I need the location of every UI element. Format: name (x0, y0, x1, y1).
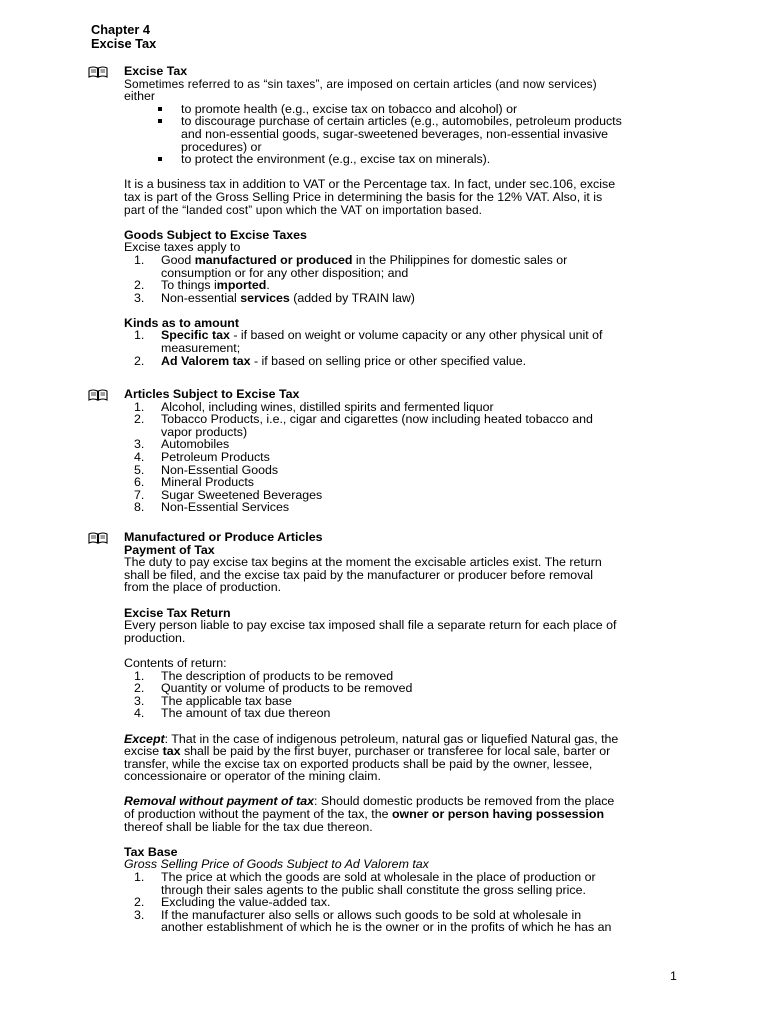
list-item: 3. Non-essential services (added by TRAIN law) (134, 290, 415, 305)
list-item: 2. To things imported. (134, 278, 270, 293)
bullet-icon (158, 119, 162, 123)
list-item: 8. Non-Essential Services (134, 500, 290, 515)
paragraph: The duty to pay excise tax begins at the moment the excisable articles exist. The return shall be filed, and the excise tax paid by the manufacturer or producer before removal from the place of production. (124, 555, 602, 595)
subheading-italic: Gross Selling Price of Goods Subject to Ad Valorem tax (124, 857, 429, 872)
chapter-header (91, 23, 156, 51)
removal-paragraph: Removal without payment of tax: Should domestic products be removed from the place of production without the payment of the tax, the owner or person having possession thereof shall be liable for the tax due thereon. (124, 794, 615, 834)
intro-line: Sometimes referred to as “sin taxes”, are imposed on certain articles (and now services) (124, 76, 597, 91)
except-paragraph: Except: That in the case of indigenous petroleum, natural gas or liquefied Natural gas, the excise tax shall be paid by the first buyer, purchaser or transferee for local sale, barter or transfer, while the excise tax on exported products shall be paid by the owner, lessee, concessionaire or operator of the mining claim. (124, 731, 619, 784)
list-item: 1. The price at which the goods are sold at wholesale in the place of production or through their sales agents to the public shall constitute the gross selling price. (134, 870, 596, 897)
bullet-item: to promote health (e.g., excise tax on tobacco and alcohol) or (124, 103, 679, 116)
bullet-item: to protect the environment (e.g., excise tax on minerals). (124, 153, 679, 166)
list-item: 3. Automobiles (134, 437, 230, 452)
intro-line: Contents of return: (124, 655, 227, 670)
chapter-title: Excise Tax (91, 36, 157, 51)
subheading: Goods Subject to Excise Taxes (124, 227, 307, 242)
bullet-icon (158, 107, 162, 111)
subheading: Kinds as to amount (124, 315, 239, 330)
book-icon (88, 66, 108, 78)
list-item: 1. Good manufactured or produced in the Philippines for domestic sales or consumption or for any other disposition; and (134, 252, 568, 280)
bullet-icon (158, 157, 162, 161)
paragraph: It is a business tax in addition to VAT or the Percentage tax. In fact, under sec.106, excise tax is part of the Gross Selling Price in determining the basis for the 12% VAT. Also, it is part of the “landed cost” upon which the VAT on importation based. (124, 177, 616, 217)
bullet-item: to discourage purchase of certain articles (e.g., automobiles, petroleum products and non-essential goods, sugar-sweetened beverages, non-essential invasive procedures) or (124, 115, 679, 153)
book-icon (88, 532, 108, 544)
list-item: 2. Quantity or volume of products to be removed (134, 681, 413, 696)
subheading: Excise Tax Return (124, 605, 231, 620)
list-item: 2. Ad Valorem tax - if based on selling price or other specified value. (134, 353, 527, 368)
book-icon (88, 389, 108, 401)
section-heading: Manufactured or Produce Articles (124, 530, 323, 544)
chapter-number: Chapter 4 (91, 22, 151, 37)
page-number: 1 (670, 969, 677, 983)
list-item: 6. Mineral Products (134, 475, 254, 490)
list-item: 3. If the manufacturer also sells or allows such goods to be sold at wholesale in another establishment of which he is the owner or in the profits of which he has an (134, 907, 612, 935)
section-heading: Excise Tax (124, 64, 188, 78)
list-item: 5. Non-Essential Goods (134, 462, 279, 477)
list-item: 1. Alcohol, including wines, distilled spirits and fermented liquor (134, 399, 494, 414)
subheading: Tax Base (124, 844, 178, 859)
list-item: 7. Sugar Sweetened Beverages (134, 487, 323, 502)
intro-line: Excise taxes apply to (124, 240, 241, 255)
list-item: 1. The description of products to be removed (134, 668, 394, 683)
paragraph: Every person liable to pay excise tax imposed shall file a separate return for each place of production. (124, 618, 617, 645)
section-heading: Articles Subject to Excise Tax (124, 387, 300, 401)
list-item: 2. Excluding the value-added tax. (134, 895, 331, 910)
intro-line: either (124, 89, 155, 104)
subheading: Payment of Tax (124, 542, 215, 557)
list-item: 1. Specific tax - if based on weight or volume capacity or any other physical unit of measurement; (134, 328, 603, 356)
list-item: 2. Tobacco Products, i.e., cigar and cigarettes (now including heated tobacco and vapor products) (134, 412, 593, 439)
list-item: 4. Petroleum Products (134, 449, 270, 464)
list-item: 4. The amount of tax due thereon (134, 706, 331, 721)
list-item: 3. The applicable tax base (134, 693, 292, 708)
